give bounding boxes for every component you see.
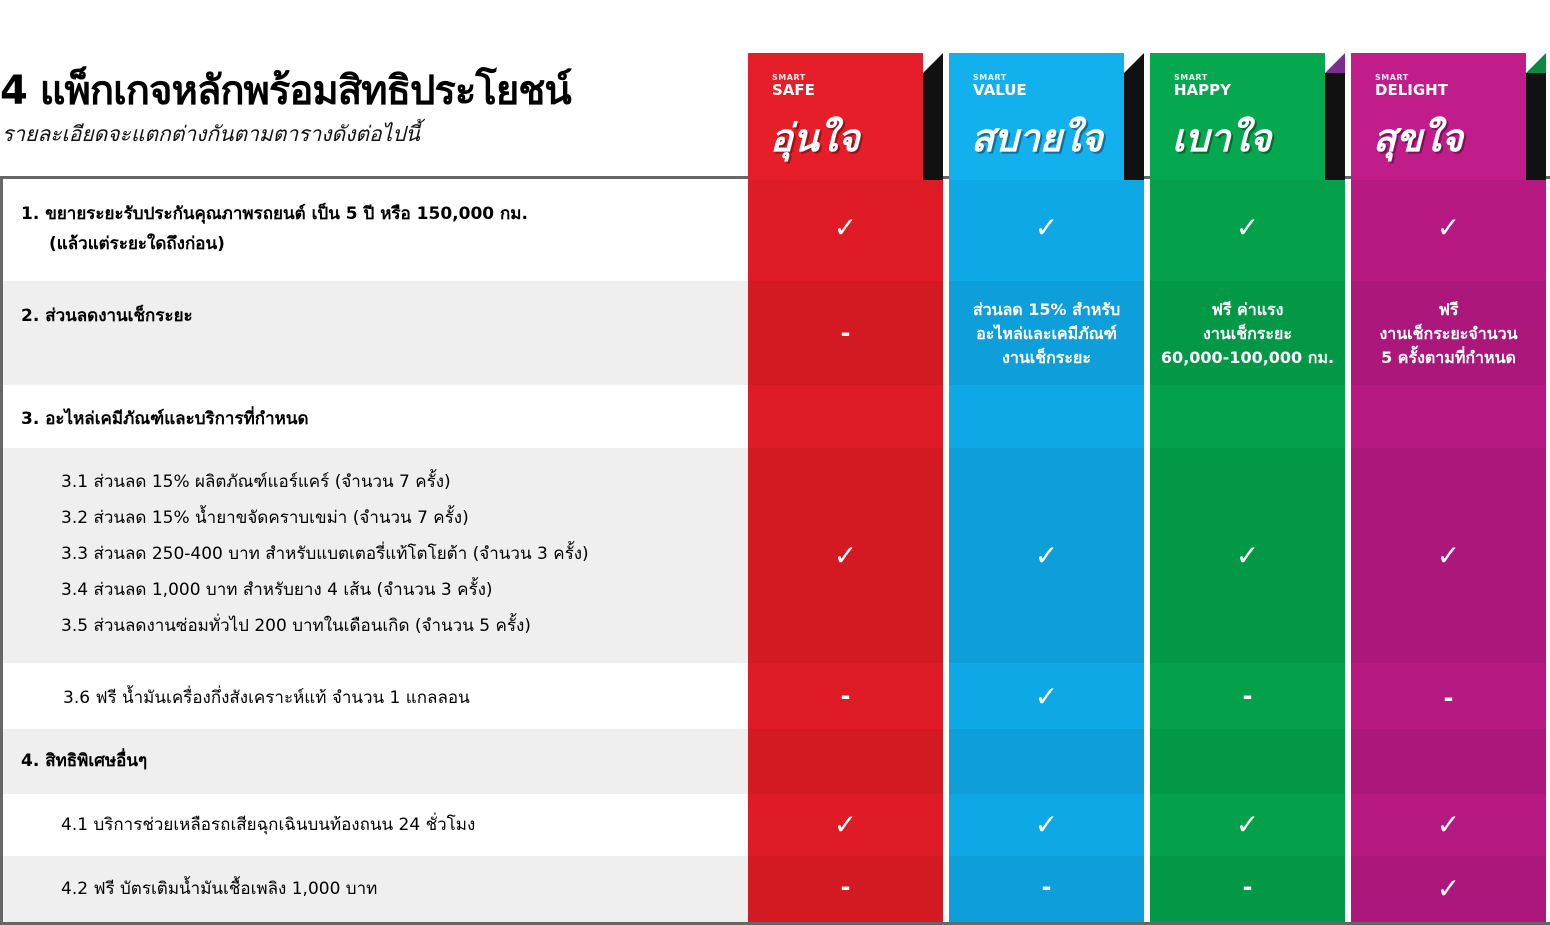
row-2-label: 2. ส่วนลดงานเช็กระยะ [21,306,193,326]
row-4-2-label: 4.2 ฟรี บัตรเติมน้ำมันเชื้อเพลิง 1,000 บาท [61,879,378,899]
dash-icon: - [1242,682,1253,710]
table-row-4-1 [3,794,748,856]
check-icon: ✓ [1034,808,1059,841]
check-icon: ✓ [1034,680,1059,713]
row-4-label: 4. สิทธิพิเศษอื่นๆ [21,751,148,771]
check-icon: ✓ [833,211,858,244]
check-icon: ✓ [1235,211,1260,244]
check-icon: ✓ [1235,808,1260,841]
package-badge: SMART HAPPY [1174,73,1232,99]
check-icon: ✓ [833,808,858,841]
dash-icon: - [840,682,851,710]
row-1-label: 1. ขยายระยะรับประกันคุณภาพรถยนต์ เป็น 5 ปี หรือ 150,000 กม. [21,204,528,224]
check-icon: ✓ [1436,808,1461,841]
check-icon: ✓ [1436,211,1461,244]
delight-note: ฟรี งานเช็กระยะจำนวน 5 ครั้งตามที่กำหนด [1379,300,1518,367]
table-row-2 [3,281,748,385]
value-note: ส่วนลด 15% สำหรับ อะไหล่และเคมีภัณฑ์ งานเช็กระยะ [972,300,1121,367]
package-badge: SMART VALUE [973,73,1027,99]
check-icon: ✓ [833,539,858,572]
package-badge: SMART SAFE [772,73,815,99]
list-item: 3.1 ส่วนลด 15% ผลิตภัณฑ์แอร์แคร์ (จำนวน 7 ครั้ง) [61,472,451,492]
table-row-1 [3,179,748,281]
dash-icon: - [840,873,851,901]
list-item: 3.3 ส่วนลด 250-400 บาท สำหรับแบตเตอรี่แท้โตโยต้า (จำนวน 3 ครั้ง) [61,544,589,564]
package-name: สุขใจ [1373,116,1463,160]
dash-icon: - [1242,873,1253,901]
table-row-3 [3,385,748,448]
table-row-3-6 [3,663,748,729]
check-icon: ✓ [1034,539,1059,572]
table-row-3-items [3,448,748,663]
list-item: 3.5 ส่วนลดงานซ่อมทั่วไป 200 บาทในเดือนเกิด (จำนวน 5 ครั้ง) [61,616,531,636]
row-3-6-label: 3.6 ฟรี น้ำมันเครื่องกึ่งสังเคราะห์แท้ จำนวน 1 แกลลอน [63,688,470,708]
package-header-safe [748,53,923,180]
table-row-4-2 [3,856,748,922]
package-header-happy [1150,53,1325,180]
package-header-delight [1351,53,1526,180]
package-name: เบาใจ [1172,116,1272,160]
list-item: 3.2 ส่วนลด 15% น้ำยาขจัดคราบเขม่า (จำนวน 7 ครั้ง) [61,508,469,528]
check-icon: ✓ [1034,211,1059,244]
package-badge: SMART DELIGHT [1375,73,1448,99]
check-icon: ✓ [1235,539,1260,572]
package-name: สบายใจ [971,116,1103,160]
row-1-note: (แล้วแต่ระยะใดถึงก่อน) [49,234,225,254]
package-header-value [949,53,1124,180]
dash-icon: - [1443,684,1454,712]
page-subtitle: รายละเอียดจะแตกต่างกันตามตารางดังต่อไปนี้ [2,122,420,146]
page-title: 4 แพ็กเกจหลักพร้อมสิทธิประโยชน์ [0,68,571,114]
row-4-1-label: 4.1 บริการช่วยเหลือรถเสียฉุกเฉินบนท้องถนน 24 ชั่วโมง [61,815,476,835]
dash-icon: - [840,319,851,347]
happy-note: ฟรี ค่าแรง งานเช็กระยะ 60,000-100,000 กม. [1160,300,1335,367]
table-row-4 [3,729,748,794]
list-item: 3.4 ส่วนลด 1,000 บาท สำหรับยาง 4 เส้น (จำนวน 3 ครั้ง) [61,580,493,600]
check-icon: ✓ [1436,539,1461,572]
package-name: อุ่นใจ [770,116,860,160]
check-icon: ✓ [1436,872,1461,905]
dash-icon: - [1041,873,1052,901]
row-3-label: 3. อะไหล่เคมีภัณฑ์และบริการที่กำหนด [21,409,309,429]
